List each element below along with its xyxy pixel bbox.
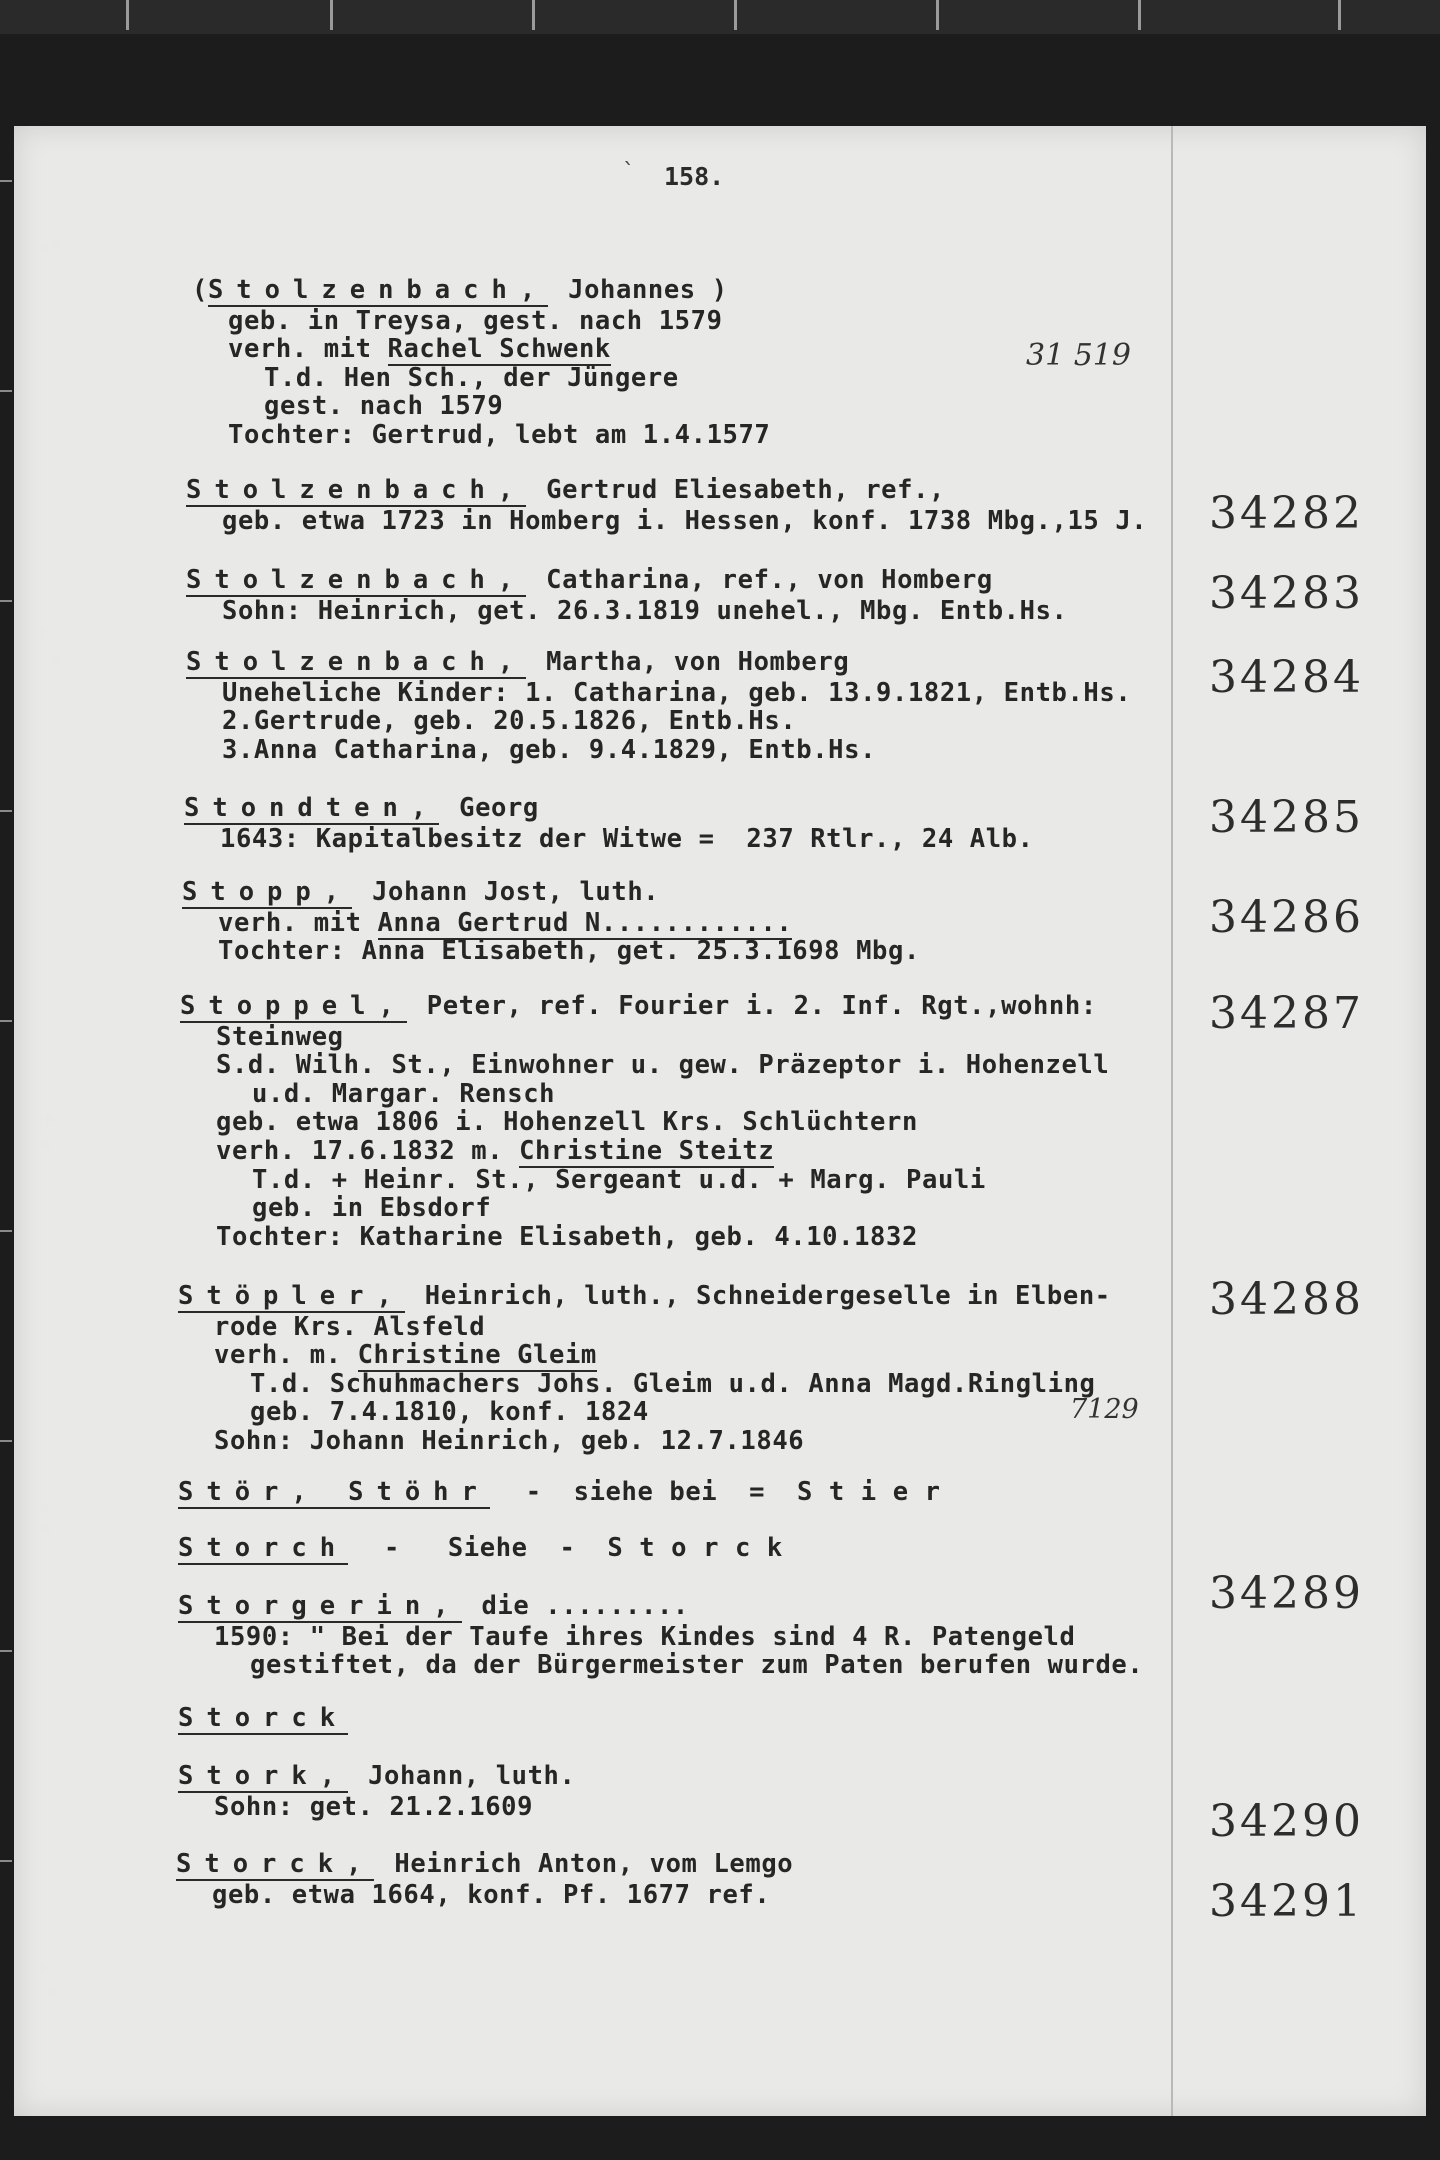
punch-hole (38, 1962, 47, 1971)
entry-head-line (178, 1762, 575, 1793)
entry-head-line (192, 276, 770, 307)
ruler-tick (532, 0, 535, 30)
entry-number: 34286 (1209, 892, 1364, 943)
entry-surname: Stork, (178, 1761, 349, 1791)
entry-number: 34283 (1209, 568, 1364, 619)
edge-tick (0, 180, 12, 182)
punch-hole (40, 1504, 49, 1513)
scanner-top-strip (0, 0, 1440, 34)
entry-number: 34290 (1209, 1796, 1364, 1847)
entry-number: 34285 (1209, 792, 1364, 843)
entry-head-text: Martha, von Homberg (530, 647, 850, 677)
detail-text: verh. mit (218, 907, 378, 938)
entry-detail-line: gestiftet, da der Bürgermeister zum Paten berufen wurde. (250, 1650, 1144, 1681)
entry-surname: Stöpler, (178, 1281, 405, 1311)
entry-detail-line: rode Krs. Alsfeld (214, 1311, 486, 1342)
entry-head-text: Heinrich, luth., Schneidergeselle in Elben- (408, 1281, 1111, 1311)
ruler-tick (1138, 0, 1141, 30)
entry-number: 34288 (1209, 1274, 1364, 1325)
entry-detail-line: Sohn: get. 21.2.1609 (214, 1791, 534, 1822)
entry-surname: Stoppel, (180, 991, 407, 1021)
register-entry (178, 1762, 575, 1821)
entry-surname: Stolzenbach, (186, 565, 527, 595)
ruler-tick (330, 0, 333, 30)
entry-surname: Stopp, (182, 877, 353, 907)
register-entry (192, 276, 770, 450)
edge-tick (0, 1440, 12, 1442)
punch-hole (48, 1988, 57, 1997)
entry-head-text: - siehe bei = S t i e r (493, 1477, 941, 1507)
detail-text: verh. mit (228, 334, 388, 365)
punch-hole (44, 1114, 53, 1123)
entry-surname: Stör, Stöhr (178, 1477, 490, 1507)
entry-surname: Stolzenbach, (207, 275, 549, 305)
entry-detail-line: S.d. Wilh. St., Einwohner u. gew. Präzeptor i. Hohenzell (216, 1050, 1110, 1081)
register-entry (180, 992, 1109, 1251)
entry-detail-line: Tochter: Gertrud, lebt am 1.4.1577 (228, 419, 771, 450)
entry-detail-line (178, 1341, 1111, 1370)
entry-head-text: Catharina, ref., von Homberg (530, 565, 993, 595)
entry-head-text: Johannes ) (552, 275, 728, 305)
spouse-name: Rachel Schwenk (387, 334, 611, 365)
entry-head-line (178, 1282, 1111, 1313)
register-entry (178, 1478, 941, 1509)
entry-detail-line: T.d. Hen Sch., der Jüngere (264, 362, 679, 393)
register-entry (186, 648, 1131, 764)
edge-tick (0, 810, 12, 812)
entry-detail-line: geb. etwa 1806 i. Hohenzell Krs. Schlüchtern (216, 1107, 918, 1138)
entry-head-line (182, 878, 920, 909)
punch-hole (50, 656, 59, 665)
register-entry (178, 1592, 1143, 1680)
entry-detail-line: Uneheliche Kinder: 1. Catharina, geb. 13.9.1821, Entb.Hs. (222, 677, 1132, 708)
entry-detail-line: Sohn: Heinrich, get. 26.3.1819 unehel., Mbg. Entb.Hs. (222, 595, 1068, 626)
entry-detail-line (180, 1137, 1109, 1166)
entry-detail-line: Sohn: Johann Heinrich, geb. 12.7.1846 (214, 1425, 805, 1456)
entry-detail-line (192, 335, 770, 364)
edge-tick (0, 1650, 12, 1652)
entry-detail-line: T.d. Schuhmachers Johs. Gleim u.d. Anna Magd.Ringling (250, 1368, 1096, 1399)
entry-surname: Storgerin, (178, 1591, 462, 1621)
entry-number: 34291 (1209, 1876, 1364, 1927)
entry-detail-line: 3.Anna Catharina, geb. 9.4.1829, Entb.Hs. (222, 734, 877, 765)
entry-number: 34284 (1209, 652, 1364, 703)
entry-surname: Stolzenbach, (186, 647, 527, 677)
entry-detail-line: T.d. + Heinr. St., Sergeant u.d. + Marg. Pauli (252, 1164, 986, 1195)
entry-head-text: Peter, ref. Fourier i. 2. Inf. Rgt.,wohnh: (410, 991, 1097, 1021)
entry-head-text: die ......... (465, 1591, 689, 1621)
edge-tick (0, 1020, 12, 1022)
entry-surname: Stolzenbach, (186, 475, 527, 505)
handwritten-note: 7129 (1070, 1394, 1139, 1425)
entry-head-text: Johann, luth. (352, 1761, 576, 1791)
page-mark: ` (622, 160, 636, 185)
spouse-name: Anna Gertrud N............ (377, 907, 793, 938)
ruler-tick (126, 0, 129, 30)
entry-detail-line: 2.Gertrude, geb. 20.5.1826, Entb.Hs. (222, 706, 797, 737)
register-entry (178, 1282, 1111, 1456)
entry-surname: Storch (178, 1533, 349, 1563)
edge-tick (0, 1860, 12, 1862)
punch-hole (52, 238, 61, 247)
ruler-tick (936, 0, 939, 30)
entry-surname: Storck (178, 1703, 349, 1733)
punch-hole (38, 630, 47, 639)
entry-detail-line (182, 909, 920, 938)
entry-head-text: - Siehe - S t o r c k (352, 1533, 783, 1563)
register-entry (178, 1704, 352, 1735)
entry-detail-line: 1643: Kapitalbesitz der Witwe = 237 Rtlr., 24 Alb. (220, 823, 1034, 854)
entry-detail-line: geb. in Ebsdorf (252, 1193, 492, 1224)
entry-head-text: Heinrich Anton, vom Lemgo (378, 1849, 794, 1879)
edge-tick (0, 1230, 12, 1232)
register-entry (184, 794, 1034, 853)
ruler-tick (1338, 0, 1341, 30)
entry-head-line (186, 476, 1147, 507)
register-entry (178, 1534, 783, 1565)
entry-head-line (178, 1478, 941, 1509)
entry-head-line (176, 1850, 793, 1881)
page-fold-line (1171, 126, 1173, 2116)
entry-head-line (184, 794, 1034, 825)
entry-head-line (180, 992, 1109, 1023)
entry-detail-line: gest. nach 1579 (264, 391, 504, 422)
entry-head-text: Gertrud Eliesabeth, ref., (530, 475, 945, 505)
register-entry (186, 476, 1147, 535)
register-entry (176, 1850, 793, 1909)
entry-head-prefix: ( (192, 275, 208, 305)
entry-detail-line: u.d. Margar. Rensch (252, 1078, 556, 1109)
entry-detail-line: geb. 7.4.1810, konf. 1824 (250, 1397, 649, 1428)
entry-number: 34289 (1209, 1568, 1364, 1619)
punch-hole (42, 1524, 51, 1533)
register-entry (182, 878, 920, 966)
entry-surname: Stondten, (184, 793, 440, 823)
entry-detail-line: Steinweg (216, 1021, 344, 1052)
entry-detail-line: geb. etwa 1723 in Homberg i. Hessen, konf. 1738 Mbg.,15 J. (222, 505, 1148, 536)
entry-surname: Storck, (176, 1849, 375, 1879)
entry-head-text: Georg (443, 793, 539, 823)
spouse-name: Christine Steitz (519, 1135, 775, 1166)
entry-detail-line: 1590: " Bei der Taufe ihres Kindes sind 4 R. Patengeld (214, 1621, 1076, 1652)
spouse-name: Christine Gleim (357, 1340, 597, 1371)
document-page (14, 126, 1426, 2116)
punch-hole (42, 1140, 51, 1149)
detail-text: verh. m. (214, 1340, 358, 1371)
entry-number: 34282 (1209, 488, 1364, 539)
entry-detail-line: Tochter: Anna Elisabeth, get. 25.3.1698 Mbg. (218, 936, 920, 967)
punch-hole (40, 244, 49, 253)
detail-text: verh. 17.6.1832 m. (216, 1135, 520, 1166)
entry-head-line (178, 1704, 352, 1735)
entry-head-line (186, 648, 1131, 679)
edge-tick (0, 390, 12, 392)
page-number: 158. (664, 162, 725, 191)
edge-tick (0, 600, 12, 602)
register-entry (186, 566, 1067, 625)
entry-number: 34287 (1209, 988, 1364, 1039)
ruler-tick (734, 0, 737, 30)
entry-head-line (178, 1534, 783, 1565)
entry-head-line (178, 1592, 1143, 1623)
entry-head-line (186, 566, 1067, 597)
entry-head-text: Johann Jost, luth. (356, 877, 660, 907)
handwritten-note: 31 519 (1026, 338, 1131, 373)
entry-detail-line: geb. in Treysa, gest. nach 1579 (228, 305, 723, 336)
entry-detail-line: Tochter: Katharine Elisabeth, geb. 4.10.1832 (216, 1221, 918, 1252)
entry-detail-line: geb. etwa 1664, konf. Pf. 1677 ref. (212, 1879, 771, 1910)
